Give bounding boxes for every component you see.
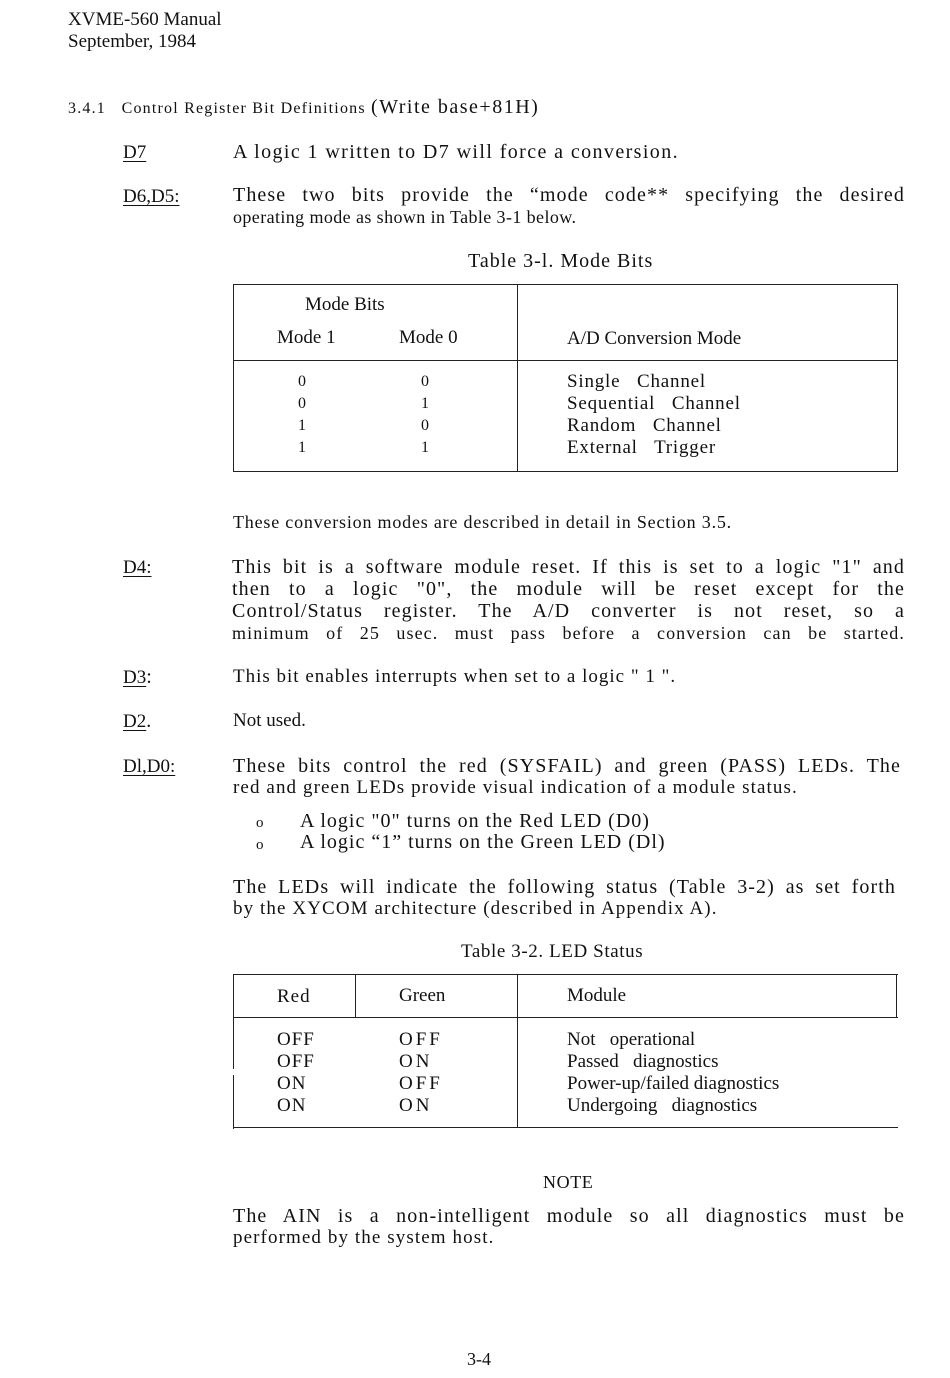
bit-label-d2-dot: . xyxy=(146,710,152,732)
table-3-2-left-edge xyxy=(233,974,234,1069)
bullet-marker-2: o xyxy=(256,837,264,853)
note-body xyxy=(233,1205,905,1249)
table-3-2-module-values: Not operational Passed diagnostics Power-up/failed diagnostics Undergoing diagnostics xyxy=(567,1029,780,1116)
section-number: 3.4.1 xyxy=(68,100,106,117)
table-3-2-caption: Table 3-2. LED Status xyxy=(461,941,644,962)
bit-desc-d4 xyxy=(232,556,905,644)
header-title: XVME-560 Manual xyxy=(68,9,222,30)
section-address: (Write base+81H) xyxy=(370,96,540,118)
table-3-1-col-mode1: Mode 1 xyxy=(277,327,336,348)
bit-label-d7: D7 xyxy=(123,142,147,163)
bit-desc-d6d5 xyxy=(233,184,905,228)
table-3-1-col-ad-mode: A/D Conversion Mode xyxy=(567,328,742,349)
table-3-2-col-module: Module xyxy=(567,985,627,1006)
d4-line-2: then to a logic "0", the module will be reset except for the xyxy=(232,578,905,600)
bit-label-d3: D3 xyxy=(123,667,147,688)
bit-desc-d3: This bit enables interrupts when set to a logic " 1 ". xyxy=(233,666,677,687)
table-3-2-red-values: OFF OFF ON ON xyxy=(277,1029,315,1116)
bit-label-d2-wrap xyxy=(123,710,151,733)
d4-line-1: This bit is a software module reset. If this is set to a logic "1" and xyxy=(232,556,905,578)
table-3-1-mode1-values: 0 0 1 1 xyxy=(298,373,306,456)
bit-label-d6d5: D6,D5: xyxy=(123,186,180,207)
bit-label-d2: D2 xyxy=(123,711,147,732)
d1d0-line-2: red and green LEDs provide visual indication of a module status. xyxy=(233,777,798,798)
d1d0-line-1: These bits control the red (SYSFAIL) and green (PASS) LEDs. The xyxy=(233,755,901,777)
bullet-red-led: A logic "0" turns on the Red LED (D0) xyxy=(300,810,650,832)
note-title: NOTE xyxy=(543,1172,594,1192)
bullet-marker-1: o xyxy=(256,815,264,831)
note-line-1: The AIN is a non-intelligent module so all diagnostics must be xyxy=(233,1205,905,1227)
table-3-2-right-edge xyxy=(896,974,897,1018)
bit-desc-d2: Not used. xyxy=(233,710,306,731)
d6d5-line-1: These two bits provide the “mode code** specifying the desired xyxy=(233,184,905,206)
table-3-1-header-rule xyxy=(233,360,898,361)
table-3-1-divider xyxy=(517,284,518,472)
table-3-1-mode0-values: 0 1 0 1 xyxy=(421,373,429,456)
bit-label-d1d0: Dl,D0: xyxy=(123,756,176,777)
bullet-green-led: A logic “1” turns on the Green LED (Dl) xyxy=(300,831,666,853)
leds-line-2: by the XYCOM architecture (described in Appendix A). xyxy=(233,898,718,919)
bit-desc-d7: A logic 1 written to D7 will force a conversion. xyxy=(233,141,679,163)
conversion-modes-note: These conversion modes are described in detail in Section 3.5. xyxy=(233,512,732,532)
document-header xyxy=(68,9,222,53)
table-3-2-divider-1 xyxy=(355,974,356,1018)
table-3-2-header-rule xyxy=(233,1017,898,1018)
d4-line-3: Control/Status register. The A/D converter is not reset, so a xyxy=(232,600,905,622)
table-3-1-conversion-modes: Single Channel Sequential Channel Random Channel External Trigger xyxy=(567,371,741,458)
leds-line-1: The LEDs will indicate the following status (Table 3-2) as set forth xyxy=(233,876,896,898)
note-line-2: performed by the system host. xyxy=(233,1227,495,1248)
d6d5-line-2: operating mode as shown in Table 3-1 below. xyxy=(233,207,577,227)
table-3-1-group-header: Mode Bits xyxy=(305,294,385,315)
table-3-1-col-mode0: Mode 0 xyxy=(399,327,458,348)
table-3-1-caption: Table 3-l. Mode Bits xyxy=(468,250,654,272)
page-number: 3-4 xyxy=(467,1349,491,1369)
bit-desc-d1d0 xyxy=(233,755,901,799)
leds-status-paragraph xyxy=(233,876,896,920)
table-3-2-left-edge-lower xyxy=(233,1075,234,1129)
table-3-2-col-green: Green xyxy=(399,985,446,1006)
table-3-2-top-rule xyxy=(233,974,898,975)
section-title: Control Register Bit Definitions xyxy=(121,100,366,117)
table-3-2-col-red: Red xyxy=(277,986,311,1007)
table-3-2-bottom-rule xyxy=(233,1127,898,1128)
section-heading xyxy=(68,96,539,119)
header-date: September, 1984 xyxy=(68,31,196,52)
bit-label-d4: D4: xyxy=(123,557,152,578)
table-3-2-divider-2 xyxy=(517,974,518,1128)
d4-line-4: minimum of 25 usec. must pass before a conversion can be started. xyxy=(232,623,905,643)
table-3-2-green-values: OFF ON OFF ON xyxy=(399,1029,443,1116)
bit-label-d3-wrap xyxy=(123,666,152,689)
bit-label-d3-colon: : xyxy=(146,666,152,688)
